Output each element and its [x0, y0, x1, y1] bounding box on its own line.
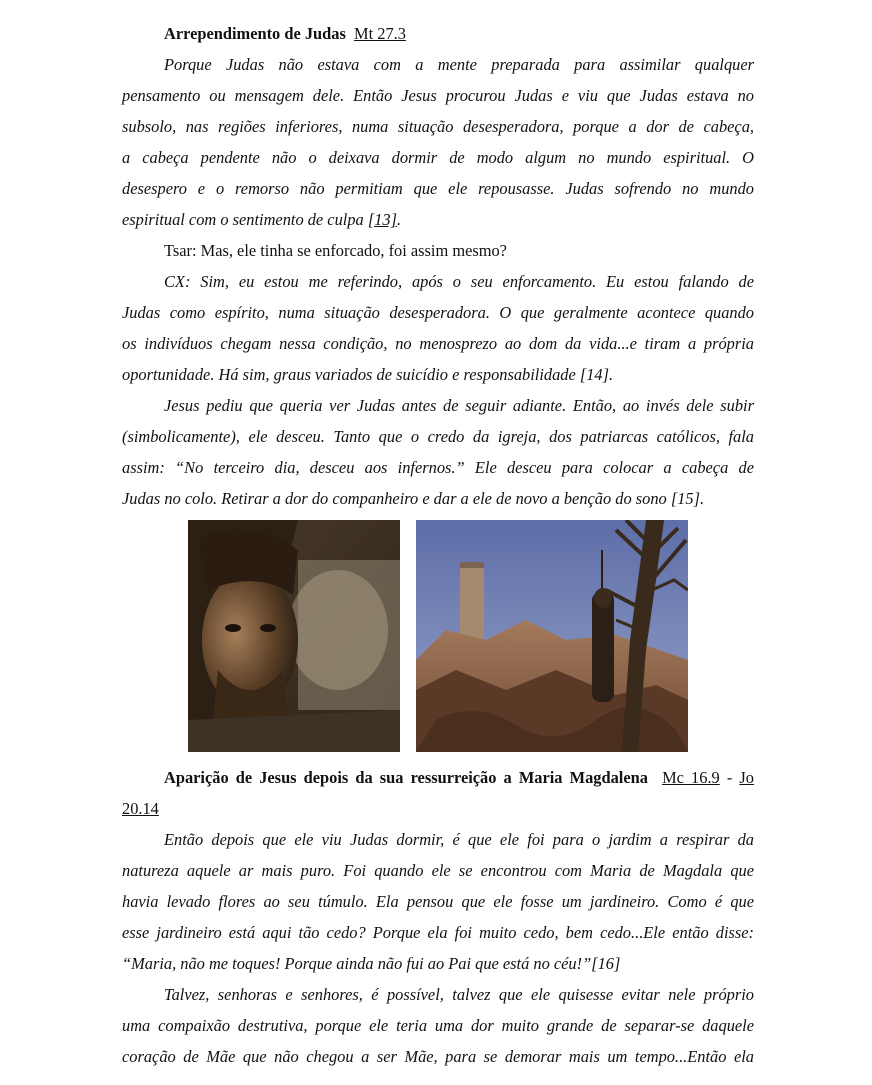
- film-still-hanging-tree-image: [416, 520, 688, 752]
- paragraph-line: Talvez, senhoras e senhores, é possível, talvez que ele quisesse evitar nele próprio: [164, 985, 754, 1004]
- section-heading-maria: [122, 762, 754, 793]
- paragraph-line: havia levado flores ao seu túmulo. Ela pensou que ele fosse um jardineiro. Como é que: [122, 892, 754, 911]
- paragraph-text: espiritual com o sentimento de culpa: [122, 210, 368, 229]
- paragraph-line: subsolo, nas regiões inferiores, numa situação desesperadora, porque a dor de cabeça,: [122, 117, 754, 136]
- paragraph-line: Jesus pediu que queria ver Judas antes de seguir adiante. Então, ao invés dele subir: [164, 396, 754, 415]
- dialogue-line: Tsar: Mas, ele tinha se enforcado, foi assim mesmo?: [164, 241, 507, 260]
- paragraph-line: a cabeça pendente não o deixava dormir de modo algum no mundo espiritual. O: [122, 148, 754, 167]
- section-title: Aparição de Jesus depois da sua ressurreição a Maria Magdalena: [164, 768, 648, 787]
- paragraph-line: CX: Sim, eu estou me referindo, após o seu enforcamento. Eu estou falando de: [164, 272, 754, 291]
- section-heading-judas: [122, 18, 754, 49]
- paragraph-line: coração de Mãe que não chegou a ser Mãe, para se demorar mais um tempo...Então ela: [122, 1047, 754, 1066]
- section-title: Arrependimento de Judas: [164, 24, 346, 43]
- paragraph-line: [122, 204, 754, 235]
- bible-reference-link[interactable]: 20.14: [122, 799, 159, 818]
- figure-row: [122, 518, 754, 758]
- paragraph-line: Porque Judas não estava com a mente preparada para assimilar qualquer: [164, 55, 754, 74]
- paragraph-line: pensamento ou mensagem dele. Então Jesus procurou Judas e viu que Judas estava no: [122, 86, 754, 105]
- bible-reference-link[interactable]: Mt 27.3: [354, 24, 406, 43]
- paragraph-line: oportunidade. Há sim, graus variados de suicídio e responsabilidade [14].: [122, 365, 614, 384]
- paragraph-line: esse jardineiro está aqui tão cedo? Porque ela foi muito cedo, bem cedo...Ele então disse:: [122, 923, 754, 942]
- document-page: [122, 18, 754, 1072]
- film-still-man-face: [188, 520, 400, 752]
- paragraph-line: (simbolicamente), ele desceu. Tanto que o credo da igreja, dos patriarcas católicos, fala: [122, 427, 754, 446]
- paragraph-line: os indivíduos chegam nessa condição, no menosprezo ao dom da vida...e tiram a própria: [122, 334, 754, 353]
- section-heading-continuation: [122, 793, 754, 824]
- bible-reference-link[interactable]: Mc 16.9: [662, 768, 720, 787]
- paragraph-line: Judas no colo. Retirar a dor do companheiro e dar a ele de novo a benção do sono [15].: [122, 489, 705, 508]
- film-still-man-face-image: [188, 520, 400, 752]
- film-still-hanging-tree: [416, 520, 688, 752]
- paragraph-line: “Maria, não me toques! Porque ainda não fui ao Pai que está no céu!”[16]: [122, 954, 621, 973]
- paragraph-line: Então depois que ele viu Judas dormir, é que ele foi para o jardim a respirar da: [164, 830, 754, 849]
- bible-reference-link[interactable]: Jo: [739, 768, 754, 787]
- paragraph-line: Judas como espírito, numa situação desesperadora. O que geralmente acontece quando: [122, 303, 754, 322]
- paragraph-text: .: [396, 210, 402, 229]
- paragraph-line: desespero e o remorso não permitiam que ele repousasse. Judas sofrendo no mundo: [122, 179, 754, 198]
- footnote-ref-13[interactable]: [13]: [367, 210, 397, 229]
- paragraph-line: assim: “No terceiro dia, desceu aos infernos.” Ele desceu para colocar a cabeça de: [122, 458, 754, 477]
- paragraph-line: uma compaixão destrutiva, porque ele teria uma dor muito grande de separar-se daquele: [122, 1016, 754, 1035]
- paragraph-line: natureza aquele ar mais puro. Foi quando ele se encontrou com Maria de Magdala que: [122, 861, 754, 880]
- reference-separator: -: [726, 768, 733, 787]
